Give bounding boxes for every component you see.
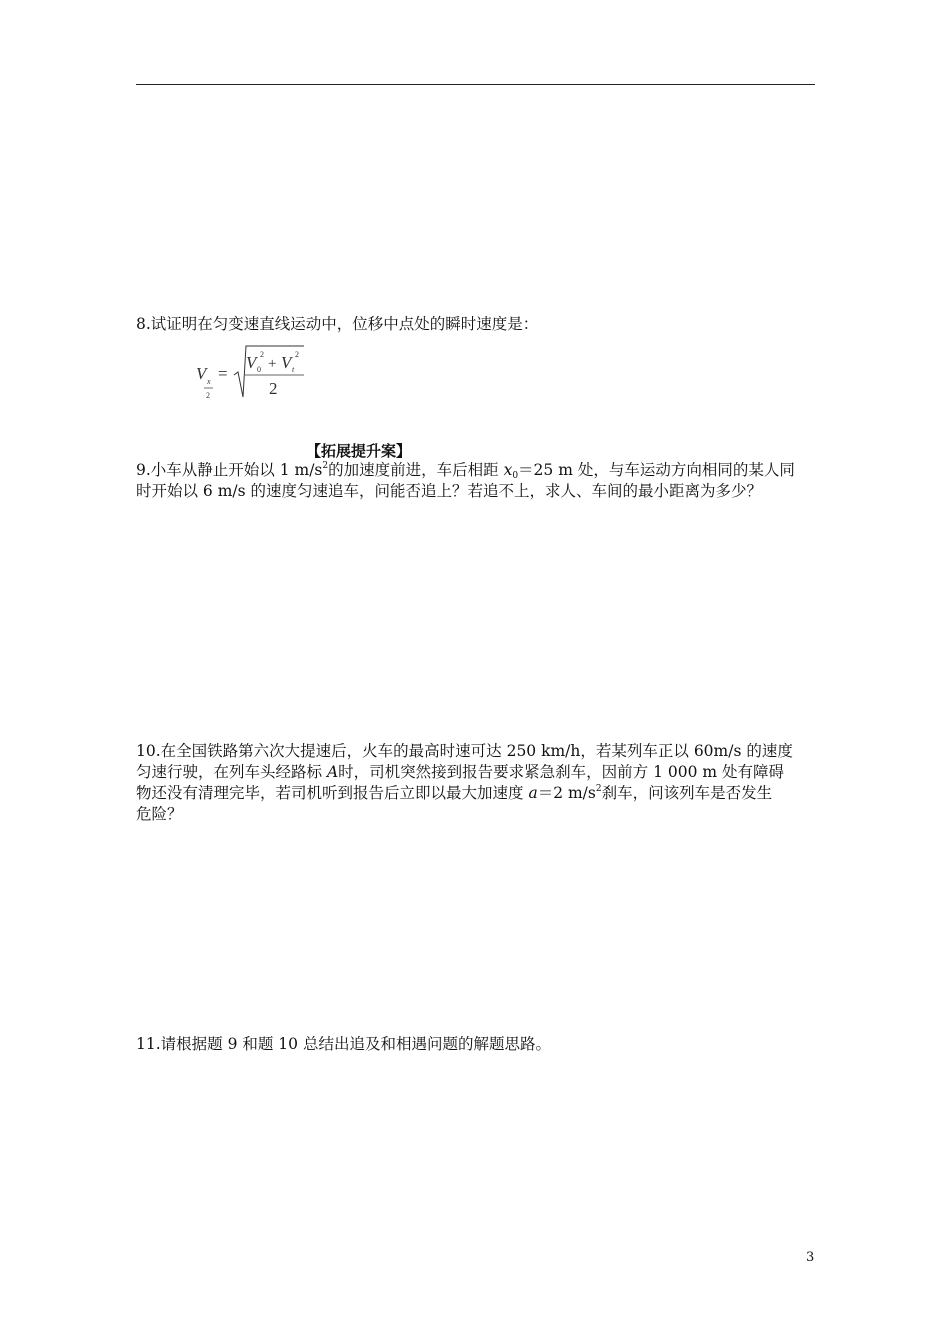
question-11: 11.请根据题 9 和题 10 总结出追及和相遇问题的解题思路。	[136, 1035, 551, 1053]
question-9-line-2: 时开始以 6 m/s 的速度匀速追车，问能否追上？若追不上，求人、车间的最小距离为多少？	[136, 482, 763, 500]
formula-v0-sup: 2	[260, 350, 264, 359]
formula-denominator: 2	[269, 379, 278, 398]
formula-vt-sub: t	[292, 365, 295, 374]
question-10-line-1: 10.在全国铁路第六次大提速后，火车的最高时速可达 250 km/h，若某列车正以 60m/s 的速度	[136, 742, 793, 760]
formula-lhs-v: V	[196, 364, 207, 383]
header-rule	[136, 84, 815, 85]
formula-plus: +	[268, 356, 277, 372]
formula-v0-sub: 0	[257, 365, 261, 374]
question-8: 8.试证明在匀变速直线运动中，位移中点处的瞬时速度是：	[136, 315, 539, 333]
section-heading: 【拓展提升案】	[306, 442, 412, 460]
formula-lhs-sub-2: 2	[206, 391, 210, 400]
question-10-line-4: 危险？	[136, 805, 183, 823]
page-number: 3	[806, 1250, 815, 1265]
formula-graphic	[188, 342, 318, 404]
formula-vt-sup: 2	[295, 350, 299, 359]
midpoint-velocity-formula	[188, 342, 318, 404]
formula-lhs-sub-x: x	[207, 377, 211, 386]
formula-vt: V	[281, 353, 292, 372]
question-9-line-1: 9.小车从静止开始以 1 $m/s^2$的加速度前进，车后相距 $x_0=25$ m 处，与车运动方向相同的某人同	[136, 461, 795, 481]
question-10-line-2: 匀速行驶，在列车头经路标 A时，司机突然接到报告要求紧急刹车，因前方 1 000 m 处有障碍	[136, 763, 784, 781]
formula-equals: =	[218, 364, 228, 383]
question-10-line-3: 物还没有清理完毕，若司机听到报告后立即以最大加速度 a＝2 $m/s^2$刹车，问该列车是否发生	[136, 784, 773, 802]
formula-v0: V	[246, 353, 257, 372]
